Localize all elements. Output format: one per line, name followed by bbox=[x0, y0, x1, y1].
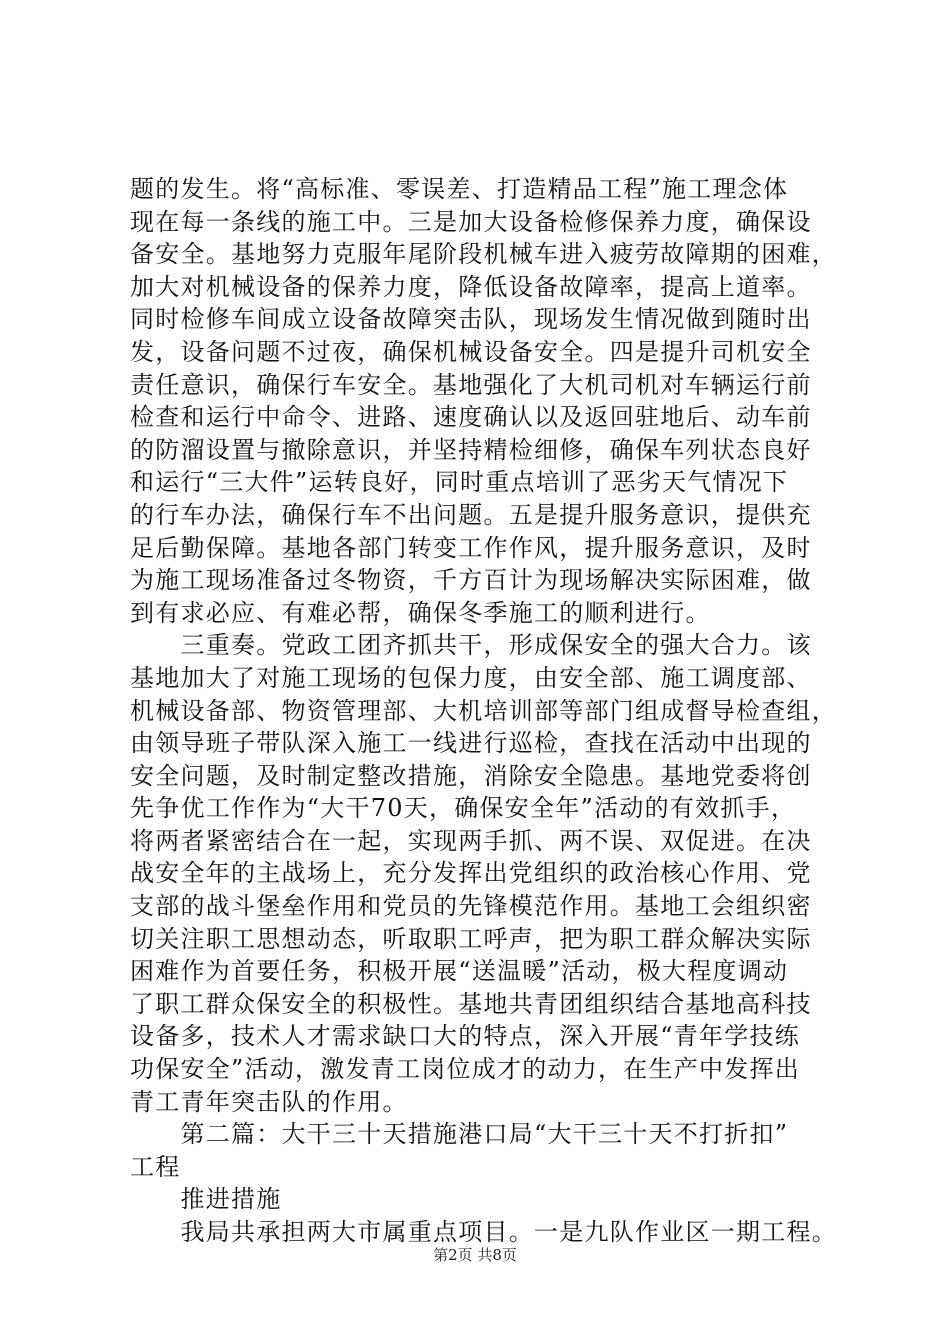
text-line: 困难作为首要任务，积极开展“送温暖”活动，极大程度调动 bbox=[130, 957, 789, 986]
text-line: 责任意识，确保行车安全。基地强化了大机司机对车辆运行前 bbox=[130, 370, 812, 399]
text-line: 切关注职工思想动态，听取职工呼声，把为职工群众解决实际 bbox=[130, 924, 812, 953]
text-line: 备安全。基地努力克服年尾阶段机械车进入疲劳故障期的困难， bbox=[130, 240, 837, 269]
text-line: 到有求必应、有难必帮，确保冬季施工的顺利进行。 bbox=[130, 598, 711, 627]
text-line: 的行车办法，确保行车不出问题。五是提升服务意识，提供充 bbox=[130, 500, 812, 529]
text-line: 加大对机械设备的保养力度，降低设备故障率，提高上道率。 bbox=[130, 272, 812, 301]
text-line: 由领导班子带队深入施工一线进行巡检，查找在活动中出现的 bbox=[130, 729, 812, 758]
section-heading-line: 工程 bbox=[130, 1152, 181, 1181]
text-line: 三重奏。党政工团齐抓共干，形成保安全的强大合力。该 bbox=[130, 631, 812, 660]
text-line: 我局共承担两大市属重点项目。一是九队作业区一期工程。 bbox=[130, 1218, 837, 1246]
text-line: 功保安全”活动，激发青工岗位成才的动力，在生产中发挥出 bbox=[130, 1055, 801, 1084]
text-line: 设备多，技术人才需求缺口大的特点，深入开展“青年学技练 bbox=[130, 1022, 801, 1051]
text-line: 现在每一条线的施工中。三是加大设备检修保养力度，确保设 bbox=[130, 207, 812, 236]
text-line: 基地加大了对施工现场的包保力度，由安全部、施工调度部、 bbox=[130, 663, 812, 692]
text-line: 同时检修车间成立设备故障突击队，现场发生情况做到随时出 bbox=[130, 305, 812, 334]
text-line: 的防溜设置与撤除意识，并坚持精检细修，确保车列状态良好 bbox=[130, 435, 812, 464]
text-line: 检查和运行中命令、进路、速度确认以及返回驻地后、动车前 bbox=[130, 403, 812, 432]
text-line: 青工青年突击队的作用。 bbox=[130, 1087, 408, 1116]
section-heading-line: 第二篇：大干三十天措施港口局“大干三十天不打折扣” bbox=[130, 1120, 789, 1149]
text-line: 足后勤保障。基地各部门转变工作作风，提升服务意识，及时 bbox=[130, 533, 812, 562]
text-line: 安全问题，及时制定整改措施，消除安全隐患。基地党委将创 bbox=[130, 761, 812, 790]
subheading-line: 推进措施 bbox=[130, 1185, 282, 1214]
document-body bbox=[130, 173, 850, 1249]
text-line: 和运行“三大件”运转良好，同时重点培训了恶劣天气情况下 bbox=[130, 468, 789, 497]
text-line: 先争优工作作为“大干70天，确保安全年”活动的有效抓手， bbox=[130, 794, 797, 823]
text-line: 为施工现场准备过冬物资，千方百计为现场解决实际困难，做 bbox=[130, 566, 812, 595]
text-line: 发，设备问题不过夜，确保机械设备安全。四是提升司机安全 bbox=[130, 337, 812, 366]
text-line: 支部的战斗堡垒作用和党员的先锋模范作用。基地工会组织密 bbox=[130, 892, 812, 921]
page-footer: 第2页 共8页 bbox=[433, 1246, 517, 1264]
text-line: 机械设备部、物资管理部、大机培训部等部门组成督导检查组， bbox=[130, 696, 837, 725]
text-line: 题的发生。将“高标准、零误差、打造精品工程”施工理念体 bbox=[130, 175, 789, 203]
text-line: 了职工群众保安全的积极性。基地共青团组织结合基地高科技 bbox=[130, 989, 812, 1018]
text-line: 将两者紧密结合在一起，实现两手抓、两不误、双促进。在决 bbox=[130, 826, 812, 855]
text-line: 战安全年的主战场上，充分发挥出党组织的政治核心作用、党 bbox=[130, 859, 812, 888]
